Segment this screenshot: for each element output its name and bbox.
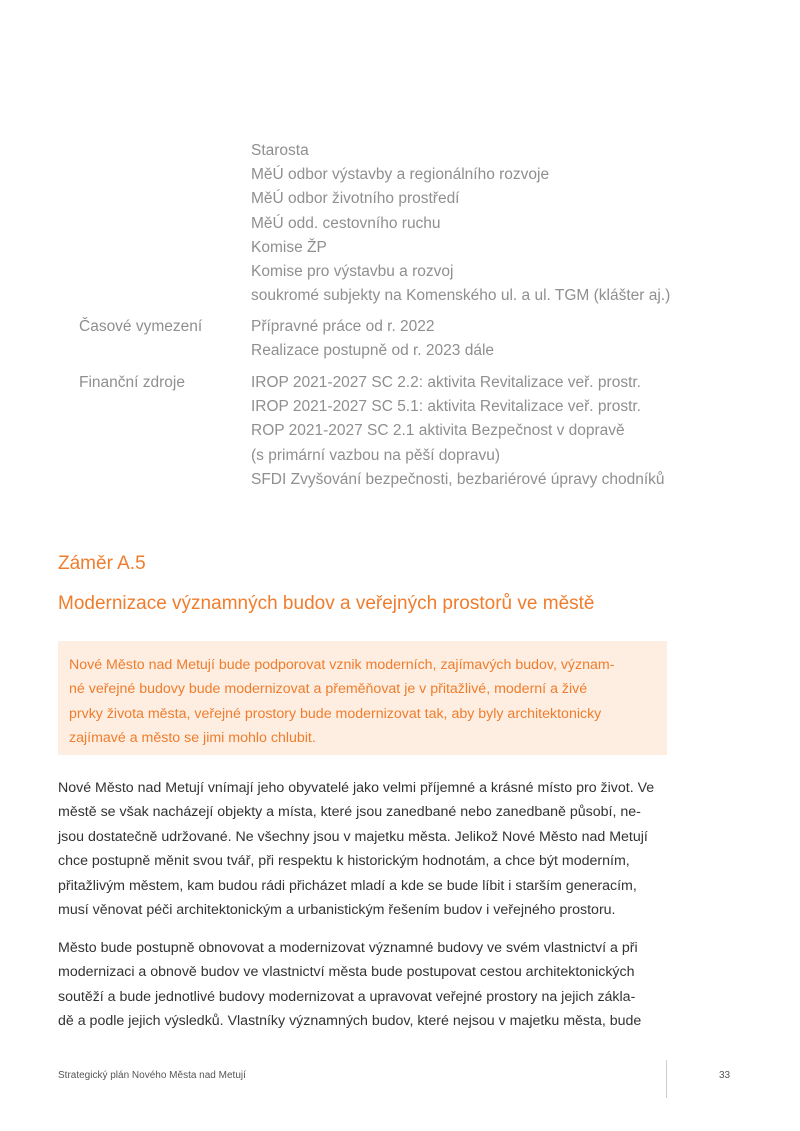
highlight-line: zajímavé a město se jimi mohlo chlubit.: [69, 730, 316, 747]
funding-item: IROP 2021-2027 SC 2.2: aktivita Revitalizace veř. prostr.: [251, 374, 641, 391]
paragraph-line: městě se však nacházejí objekty a místa, které jsou zanedbané nebo zanedbaně působí, ne-: [58, 804, 641, 821]
funding-item: ROP 2021-2027 SC 2.1 aktivita Bezpečnost v dopravě: [251, 422, 625, 440]
paragraph-line: soutěží a bude jednotlivé budovy modernizovat a upravovat veřejné prostory na jejich zákla-: [58, 988, 636, 1005]
section-subtitle: Modernizace významných budov a veřejných prostorů ve městě: [58, 593, 595, 614]
time-frame-values: [251, 315, 494, 363]
paragraph-line: Město bude postupně obnovovat a modernizovat významné budovy ve svém vlastnictví a při: [58, 940, 638, 956]
highlight-line: né veřejné budovy bude modernizovat a přeměňovat je v přitažlivé, moderní a živé: [69, 681, 588, 698]
paragraph-line: modernizaci a obnově budov ve vlastnictví města bude postupovat cestou architektonických: [58, 964, 635, 981]
participant-item: soukromé subjekty na Komenského ul. a ul. TGM (klášter aj.): [251, 287, 671, 305]
funding-label: Finanční zdroje: [79, 374, 185, 391]
highlight-line: prvky života města, veřejné prostory bude modernizovat tak, aby byly architektonicky: [69, 705, 602, 722]
paragraph-line: musí věnovat péči architektonickým a urbanistickým řešením budov i veřejného prostoru.: [58, 901, 616, 918]
footer-divider: [666, 1060, 667, 1098]
funding-item: IROP 2021-2027 SC 5.1: aktivita Revitalizace veř. prostr.: [251, 398, 641, 416]
highlight-line: Nové Město nad Metují bude podporovat vznik moderních, zajímavých budov, význam-: [69, 657, 615, 673]
paragraph-line: chce postupně měnit svou tvář, při respektu k historickým hodnotám, a chce být moderním,: [58, 853, 630, 870]
paragraph-line: jsou dostatečně udržované. Ne všechny jsou v majetku města. Jelikož Nové Město nad Metují: [58, 828, 648, 845]
body-paragraph: [58, 776, 668, 922]
time-frame-item: Přípravné práce od r. 2022: [251, 318, 435, 335]
section-title: Záměr A.5: [58, 553, 146, 574]
time-frame-label: Časové vymezení: [79, 318, 203, 335]
participant-item: Komise ŽP: [251, 238, 327, 256]
paragraph-line: přitažlivým městem, kam budou rádi přicházet mladí a kde se bude líbit i starším generacím,: [58, 877, 637, 894]
time-frame-item: Realizace postupně od r. 2023 dále: [251, 342, 495, 360]
page-number: 33: [719, 1070, 731, 1081]
participant-item: MěÚ odbor výstavby a regionálního rozvoje: [251, 166, 550, 184]
funding-item: SFDI Zvyšování bezpečnosti, bezbariérové úpravy chodníků: [251, 470, 665, 488]
participant-item: Starosta: [251, 142, 309, 159]
funding-item: (s primární vazbou na pěší dopravu): [251, 446, 500, 464]
participant-item: Komise pro výstavbu a rozvoj: [251, 262, 454, 280]
participant-item: MěÚ odbor životního prostředí: [251, 190, 460, 208]
paragraph-line: Nové Město nad Metují vnímají jeho obyvatelé jako velmi příjemné a krásné místo pro život. Ve: [58, 780, 655, 796]
footer-document-title: Strategický plán Nového Města nad Metují: [58, 1070, 246, 1081]
funding-values: [251, 371, 665, 492]
paragraph-line: dě a podle jejich výsledků. Vlastníky významných budov, které nejsou v majetku města, bude: [58, 1013, 642, 1030]
highlight-box: [58, 641, 667, 755]
participant-item: MěÚ odd. cestovního ruchu: [251, 214, 441, 232]
participants-list: [251, 139, 670, 308]
body-paragraph: [58, 936, 668, 1034]
